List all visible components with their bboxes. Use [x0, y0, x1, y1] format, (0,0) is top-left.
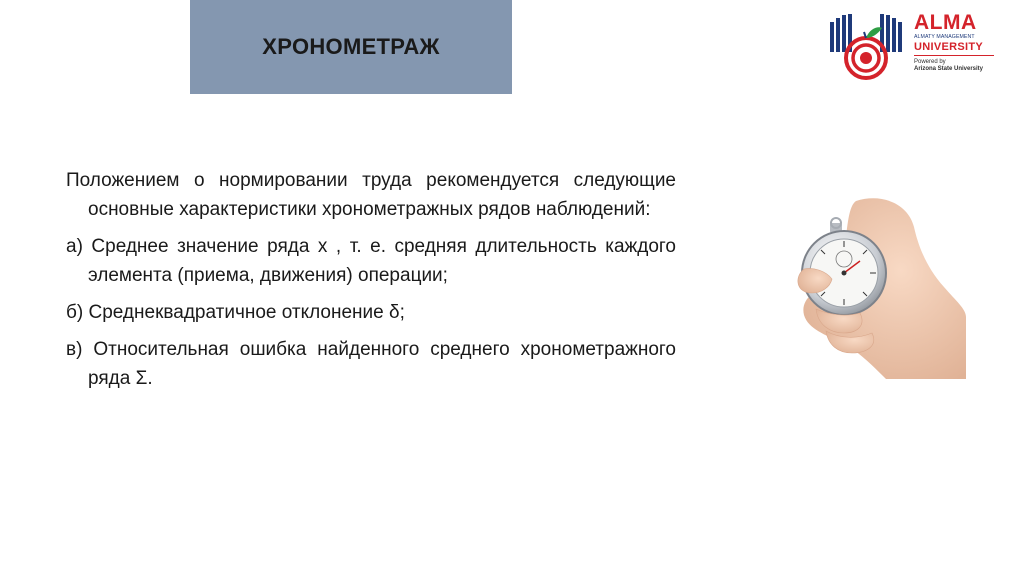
- logo-alma: ALMA: [914, 11, 977, 34]
- logo-text: [914, 12, 996, 73]
- logo-powered-by: Powered by: [914, 59, 946, 65]
- title-band: [190, 0, 512, 94]
- stopwatch-hand-image: [786, 197, 966, 379]
- slide-body: [66, 166, 676, 401]
- logo-subtitle: ALMATY MANAGEMENT: [914, 34, 975, 40]
- alma-university-logo: [826, 12, 996, 84]
- logo-partner: Arizona State University: [914, 66, 984, 72]
- book-apple-icon: [826, 12, 906, 84]
- paragraph-a: а) Среднее значение ряда х , т. е. средняя длительность каждого элемента (приема, движения) операции;: [66, 236, 676, 286]
- logo-divider: [914, 55, 994, 56]
- logo-university: UNIVERSITY: [914, 41, 984, 53]
- paragraph-c: в) Относительная ошибка найденного среднего хронометражного ряда Σ.: [66, 339, 676, 389]
- slide-title: ХРОНОМЕТРАЖ: [262, 34, 440, 59]
- paragraph-b: б) Среднеквадратичное отклонение δ;: [66, 302, 405, 323]
- paragraph-intro: Положением о нормировании труда рекомендуется следующие основные характеристики хронометражных рядов наблюдений:: [66, 170, 676, 220]
